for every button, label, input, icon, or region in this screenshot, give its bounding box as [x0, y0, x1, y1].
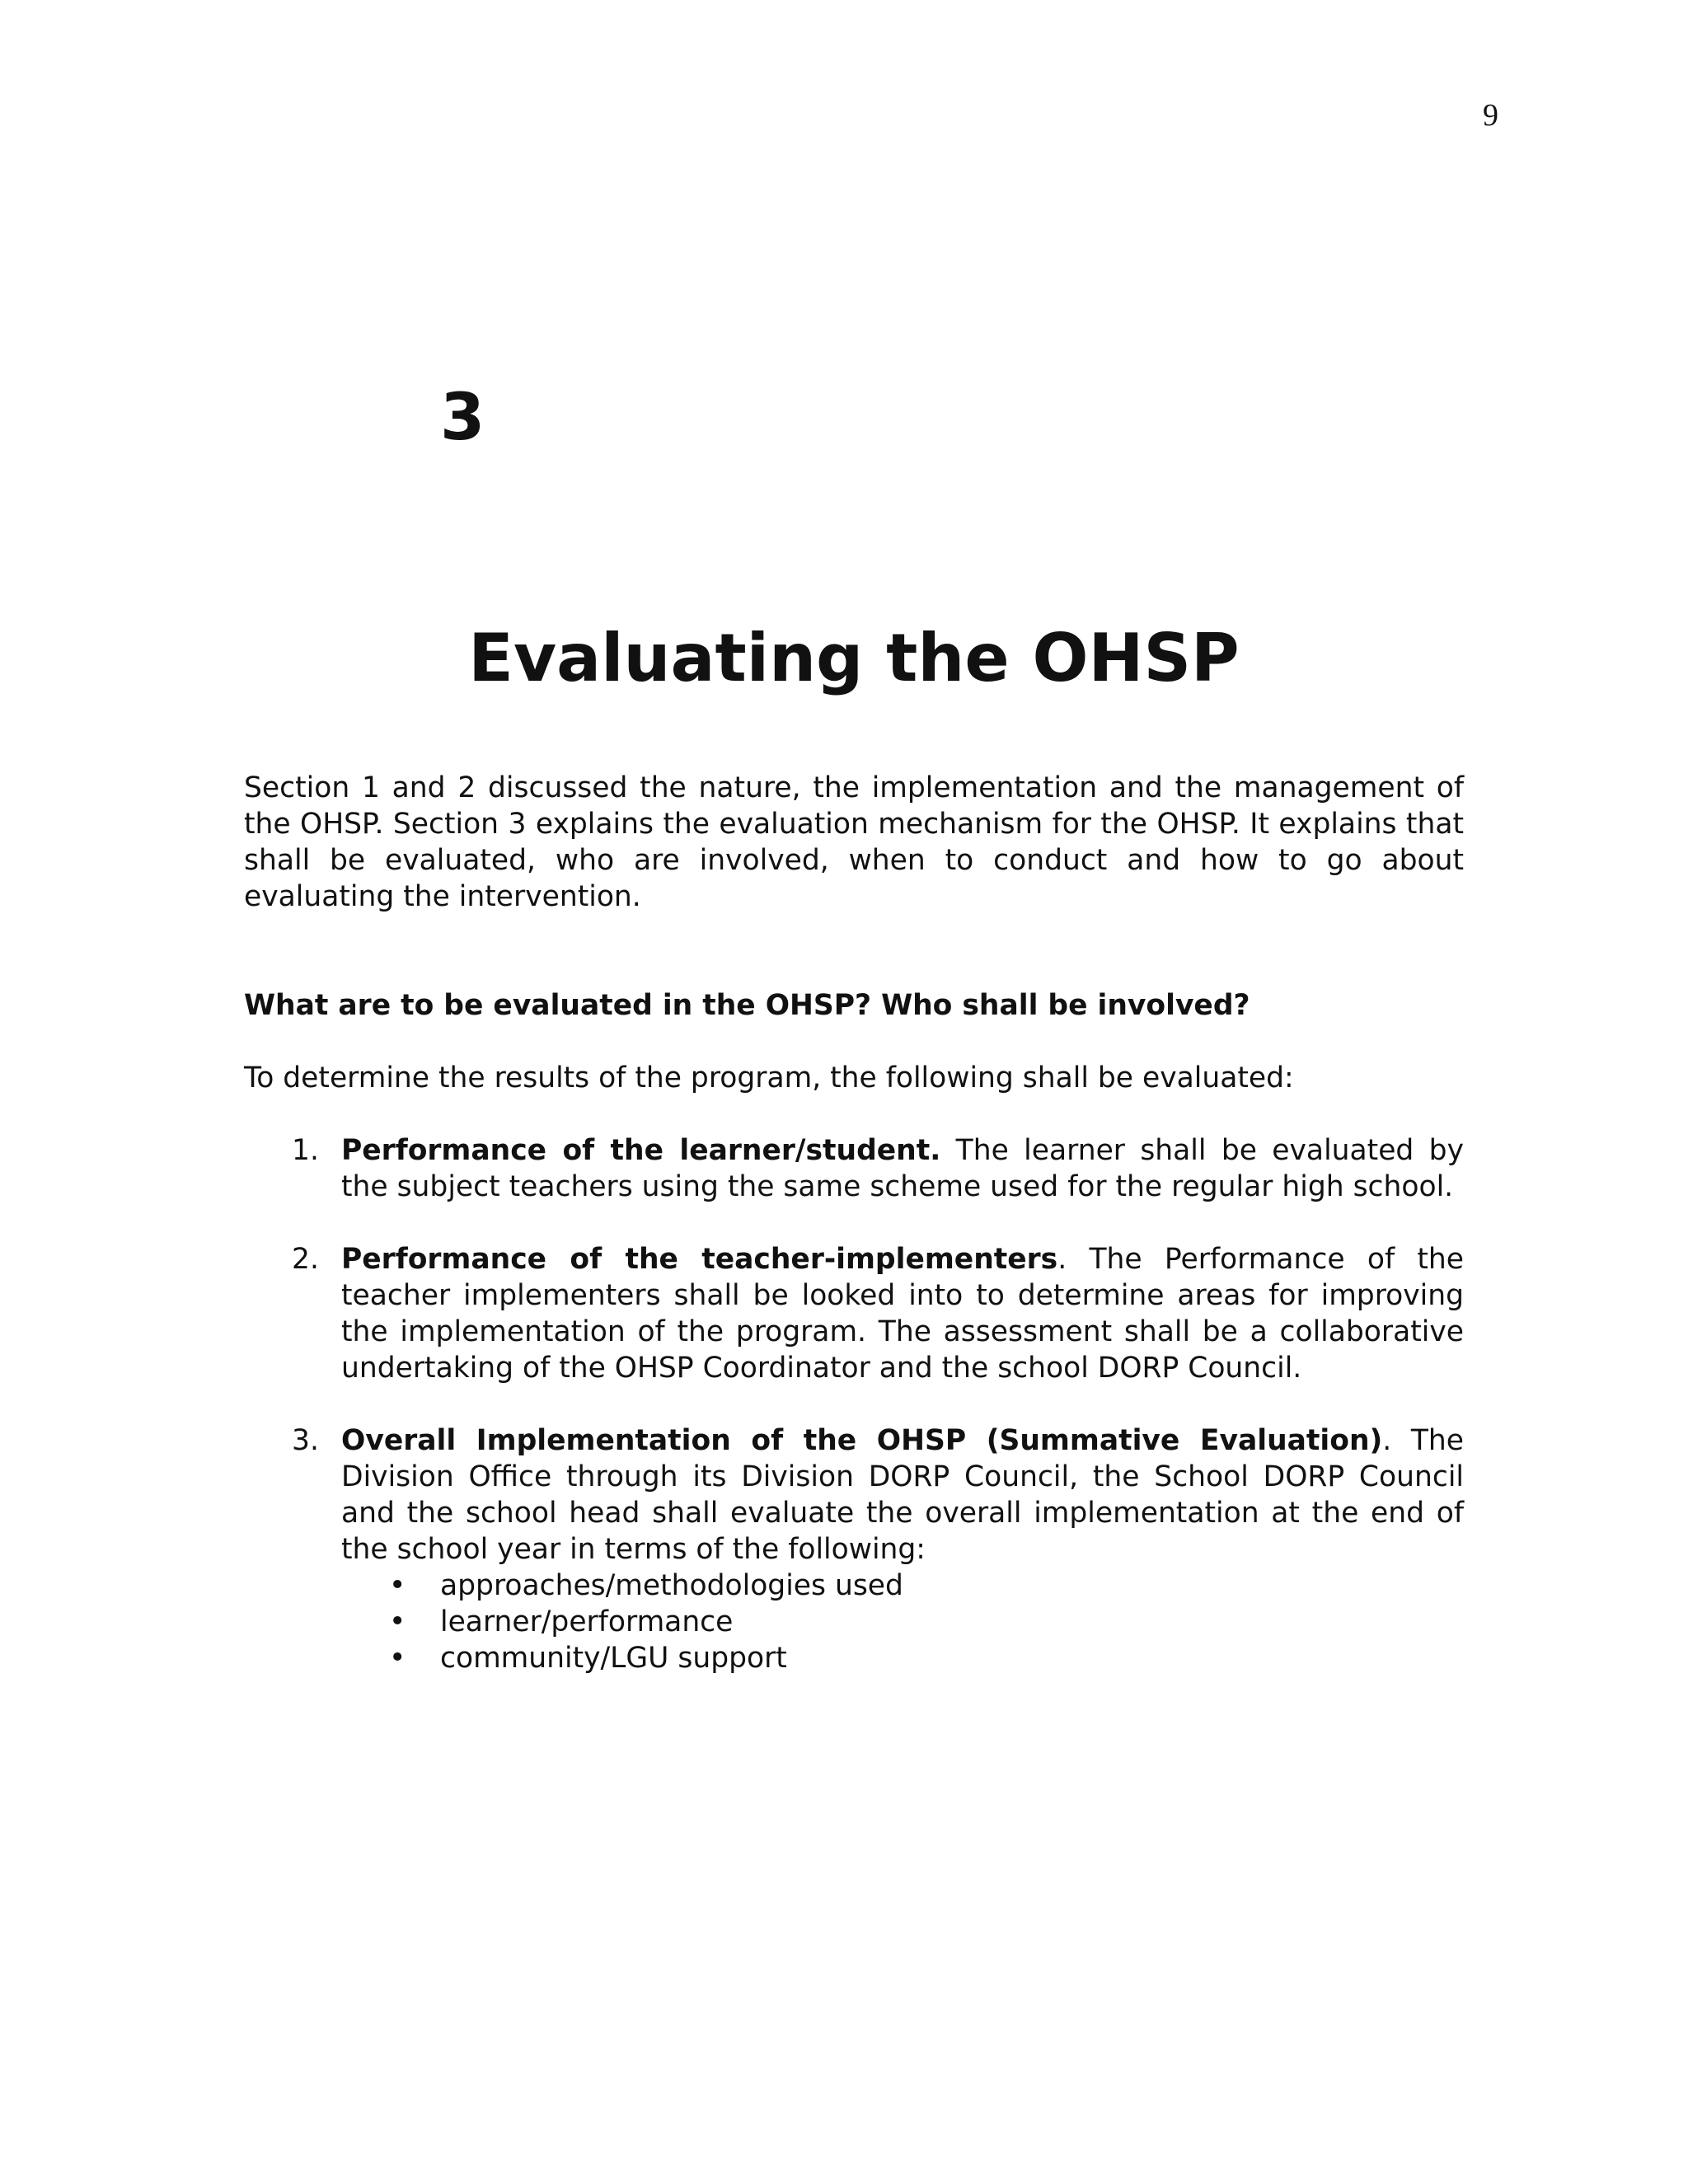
evaluation-list	[244, 1132, 1464, 1676]
criteria-item	[341, 1604, 1464, 1640]
lead-paragraph: To determine the results of the program, the following shall be evaluated:	[244, 1062, 1294, 1094]
list-item	[244, 1132, 1464, 1205]
chapter-number: 3	[440, 381, 485, 455]
chapter-title: Evaluating the OHSP	[468, 620, 1240, 696]
criteria-list	[341, 1568, 1464, 1676]
list-item-number: 2.	[292, 1243, 319, 1276]
section-heading: What are to be evaluated in the OHSP? Who shall be involved?	[244, 989, 1250, 1022]
list-item-text: . The Performance of the teacher implementers shall be looked into to determine areas for improving the implementation of the program. The assessment shall be a collaborative undertaking of the OHSP Coordinator and the school DORP Council.	[341, 1243, 1465, 1385]
list-item-number: 3.	[292, 1424, 319, 1457]
criteria-item	[341, 1640, 1464, 1676]
criteria-item	[341, 1568, 1464, 1604]
list-item	[244, 1241, 1464, 1386]
list-item-text: . The Division Office through its Division DORP Council, the School DORP Council and the school head shall evaluate the overall implementation at the end of the school year in terms of the following:	[341, 1424, 1464, 1566]
bullet-icon: •	[389, 1642, 406, 1675]
page-number: 9	[1483, 98, 1498, 133]
criteria-item-text: learner/performance	[440, 1605, 734, 1638]
bullet-icon: •	[389, 1605, 406, 1638]
main-content	[244, 770, 1464, 1713]
list-item-text: The learner shall be evaluated by the subject teachers using the same scheme used for the regular high school.	[341, 1134, 1464, 1203]
intro-paragraph: Section 1 and 2 discussed the nature, the implementation and the management of the OHSP. Section 3 explains the evaluation mechanism for the OHSP. It explains that shall be evaluated, who are involved, when to conduct and how to go about evaluating the intervention.	[244, 771, 1464, 913]
list-item-title: Performance of the teacher-implementers	[341, 1243, 1058, 1276]
criteria-item-text: community/LGU support	[440, 1642, 787, 1675]
list-item-title: Overall Implementation of the OHSP (Summative Evaluation)	[341, 1424, 1383, 1457]
list-item-number: 1.	[292, 1134, 319, 1167]
list-item-title: Performance of the learner/student.	[341, 1134, 941, 1167]
bullet-icon: •	[389, 1569, 406, 1602]
list-item	[244, 1422, 1464, 1676]
criteria-item-text: approaches/methodologies used	[440, 1569, 903, 1602]
